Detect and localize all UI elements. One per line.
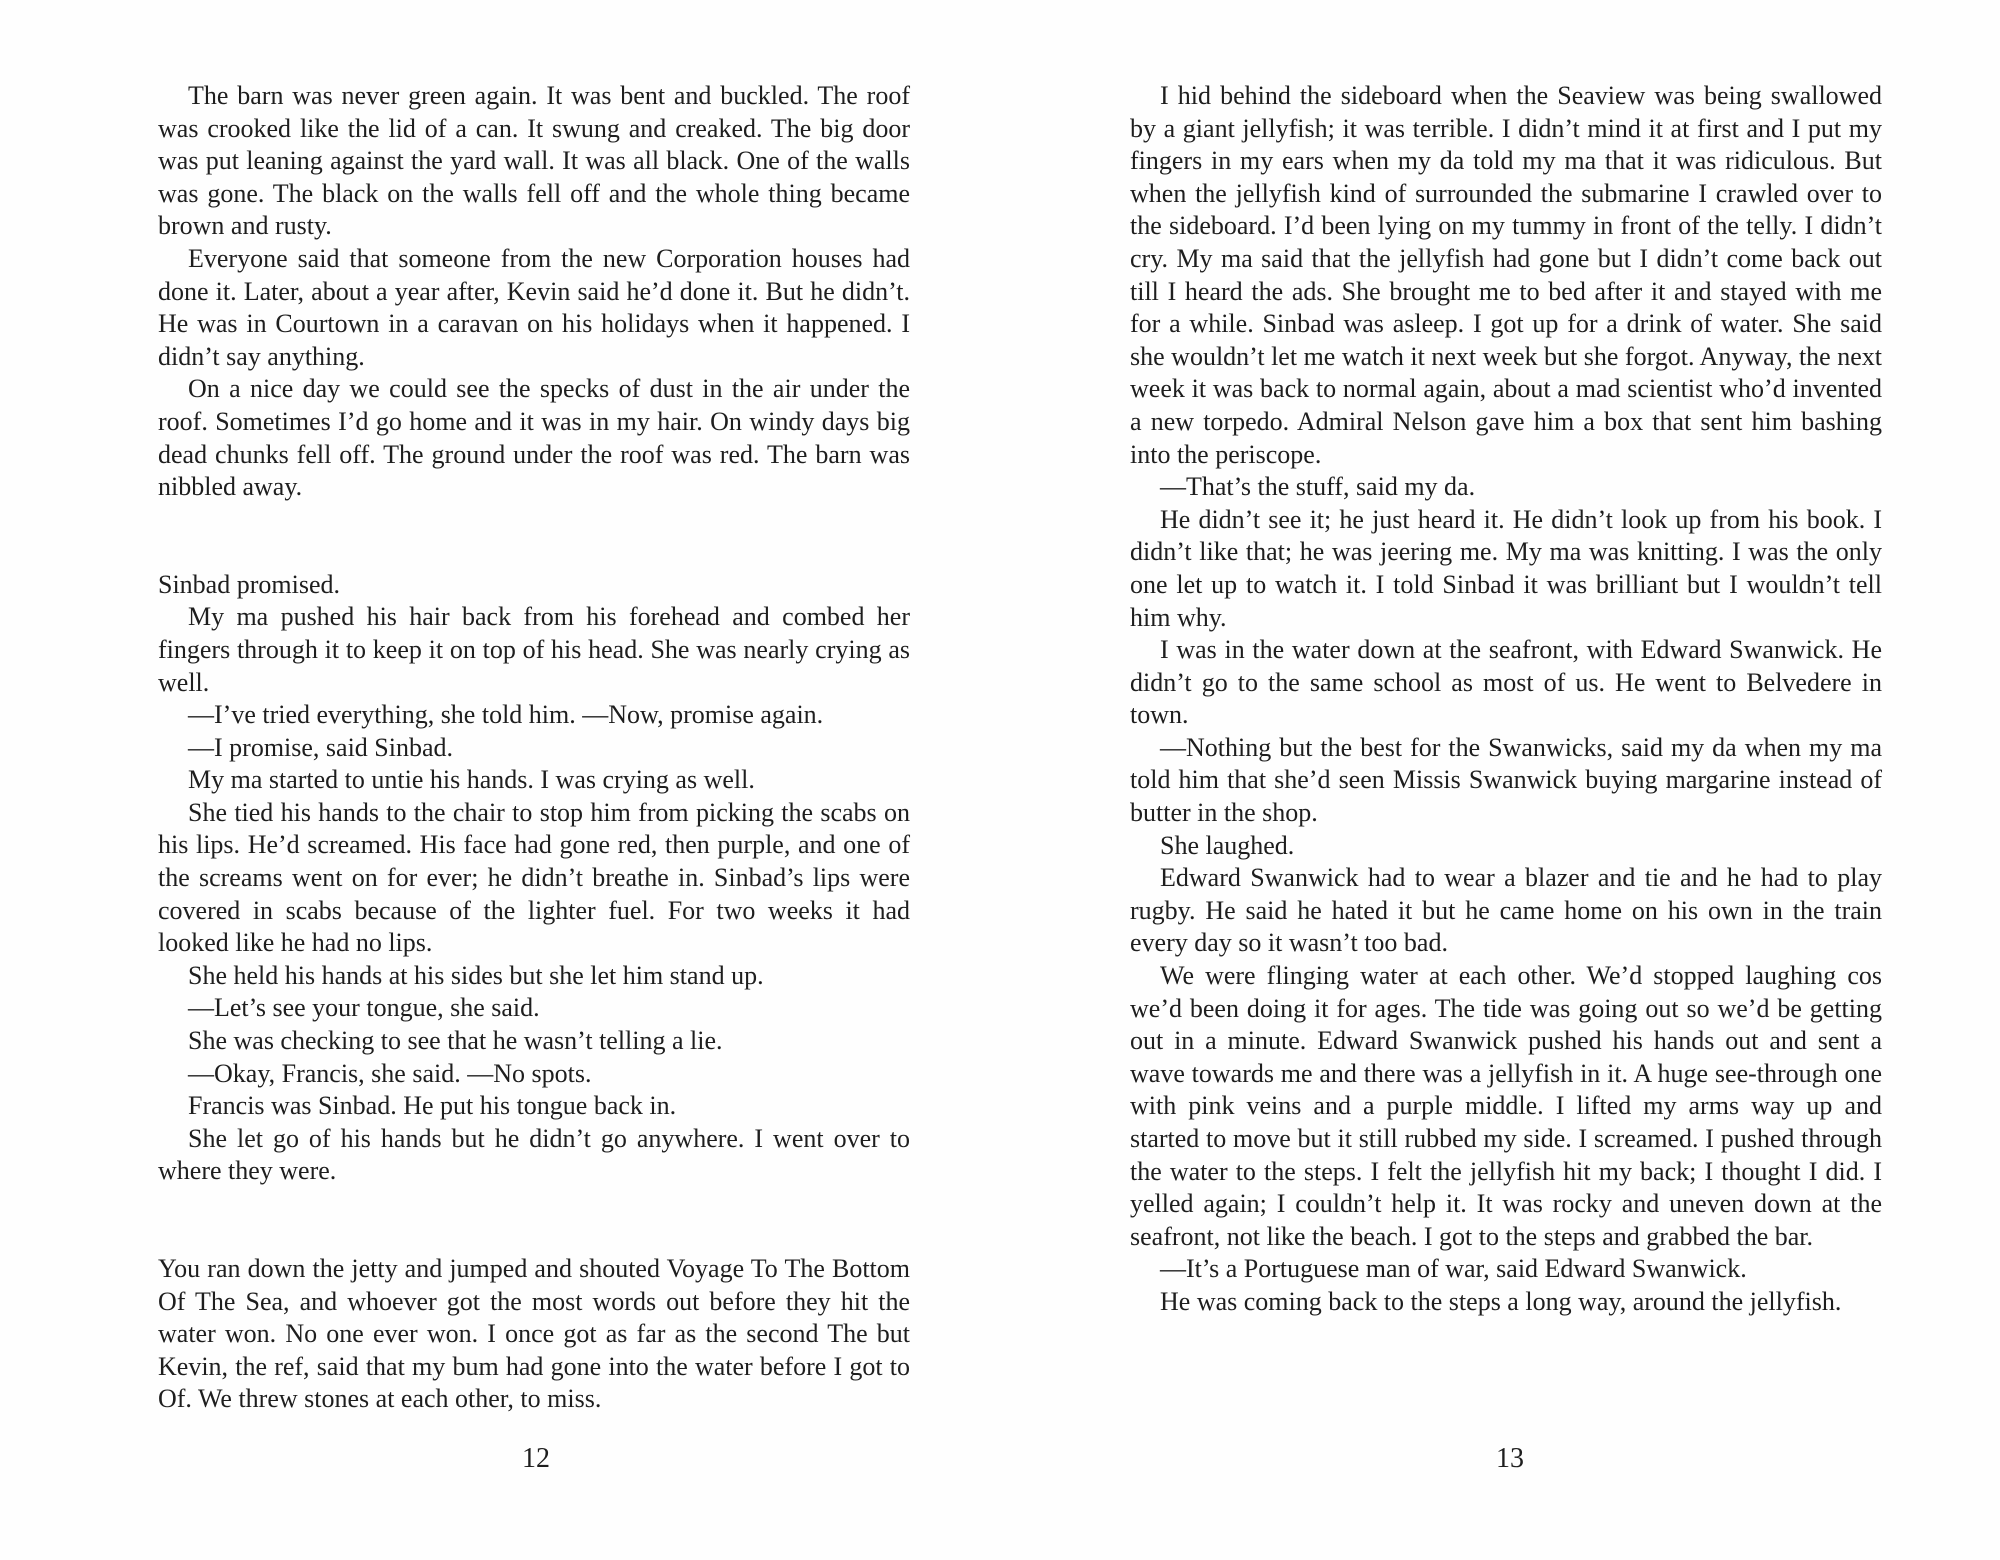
page-number: 13 [1496,1443,1524,1474]
paragraph: —Nothing but the best for the Swanwicks, said my da when my ma told him that she’d seen Missis Swanwick buying margarine instead of butter in the shop. [1130,732,1882,828]
section-break [158,504,910,569]
paragraph: Everyone said that someone from the new Corporation houses had done it. Later, about a year after, Kevin said he’d done it. But he didn’t. He was in Courtown in a caravan on his holidays when it happened. I didn’t say anything. [158,243,910,371]
paragraph: —I promise, said Sinbad. [188,732,454,762]
paragraph: You ran down the jetty and jumped and shouted Voyage To The Bottom Of The Sea, and whoever got the most words out before they hit the water won. No one ever won. I once got as far as the second The but Kevin, the ref, said that my bum had gone into the water before I got to Of. We threw stones at each other, to miss. [158,1254,910,1414]
paragraph: He was coming back to the steps a long way, around the jellyfish. [1160,1286,1842,1316]
section-break [158,1188,910,1253]
paragraph: He didn’t see it; he just heard it. He didn’t look up from his book. I didn’t like that; he was jeering me. My ma was knitting. I was the only one let up to watch it. I told Sinbad it was brilliant but I wouldn’t tell him why. [1130,504,1882,632]
paragraph: Sinbad promised. [158,569,340,599]
paragraph: —I’ve tried everything, she told him. —Now, promise again. [188,700,824,730]
paragraph: I hid behind the sideboard when the Seaview was being swallowed by a giant jellyfish; it was terrible. I didn’t mind it at first and I put my fingers in my ears when my da told my ma that it was ridiculous. But when the jellyfish kind of surrounded the submarine I crawled over to the sideboard. I’d been lying on my tummy in front of the telly. I didn’t cry. My ma said that the jellyfish had gone but I didn’t come back out till I heard the ads. She brought me to bed after it and stayed with me for a while. Sinbad was asleep. I got up for a drink of water. She said she wouldn’t let me watch it next week but she forgot. Anyway, the next week it was back to normal again, about a mad scientist who’d invented a new torpedo. Admiral Nelson gave him a box that sent him bashing into the periscope. [1130,81,1882,469]
paragraph: We were flinging water at each other. We’d stopped laughing cos we’d been doing it for ages. The tide was going out so we’d be getting out in a minute. Edward Swanwick pushed his hands out and sent a wave towards me and there was a jellyfish in it. A huge see-through one with pink veins and a purple middle. I lifted my arms way up and started to move but it still rubbed my side. I screamed. I pushed through the water to the steps. I felt the jellyfish hit my back; I thought I did. I yelled again; I couldn’t help it. It was rocky and uneven down at the seafront, not like the beach. I got to the steps and grabbed the bar. [1130,961,1882,1251]
paragraph: I was in the water down at the seafront, with Edward Swanwick. He didn’t go to the same school as most of us. He went to Belvedere in town. [1130,635,1882,730]
paragraph: My ma started to untie his hands. I was crying as well. [188,765,755,795]
paragraph: My ma pushed his hair back from his forehead and combed her fingers through it to keep it on top of his head. She was nearly crying as well. [158,602,910,697]
paragraph: Edward Swanwick had to wear a blazer and tie and he had to play rugby. He said he hated it but he came home on his own in the train every day so it wasn’t too bad. [1130,863,1882,958]
page-number: 12 [522,1443,550,1474]
paragraph: She was checking to see that he wasn’t telling a lie. [188,1026,723,1056]
paragraph: —Let’s see your tongue, she said. [188,993,540,1023]
right-page [1130,80,1882,1319]
paragraph: —That’s the stuff, said my da. [1160,472,1476,502]
paragraph: —Okay, Francis, she said. —No spots. [188,1058,592,1088]
paragraph: She held his hands at his sides but she let him stand up. [188,960,764,990]
paragraph: She tied his hands to the chair to stop him from picking the scabs on his lips. He’d screamed. His face had gone red, then purple, and one of the screams went on for ever; he didn’t breathe in. Sinbad’s lips were covered in scabs because of the lighter fuel. For two weeks it had looked like he had no lips. [158,797,910,958]
paragraph: —It’s a Portuguese man of war, said Edward Swanwick. [1160,1254,1747,1284]
paragraph: She let go of his hands but he didn’t go anywhere. I went over to where they were. [158,1123,910,1186]
left-page [158,80,910,1416]
paragraph: On a nice day we could see the specks of dust in the air under the roof. Sometimes I’d go home and it was in my hair. On windy days big dead chunks fell off. The ground under the roof was red. The barn was nibbled away. [158,374,910,502]
paragraph: The barn was never green again. It was bent and buckled. The roof was crooked like the lid of a can. It swung and creaked. The big door was put leaning against the yard wall. It was all black. One of the walls was gone. The black on the walls fell off and the whole thing became brown and rusty. [158,81,910,241]
paragraph: Francis was Sinbad. He put his tongue back in. [188,1091,677,1121]
paragraph: She laughed. [1160,830,1295,860]
